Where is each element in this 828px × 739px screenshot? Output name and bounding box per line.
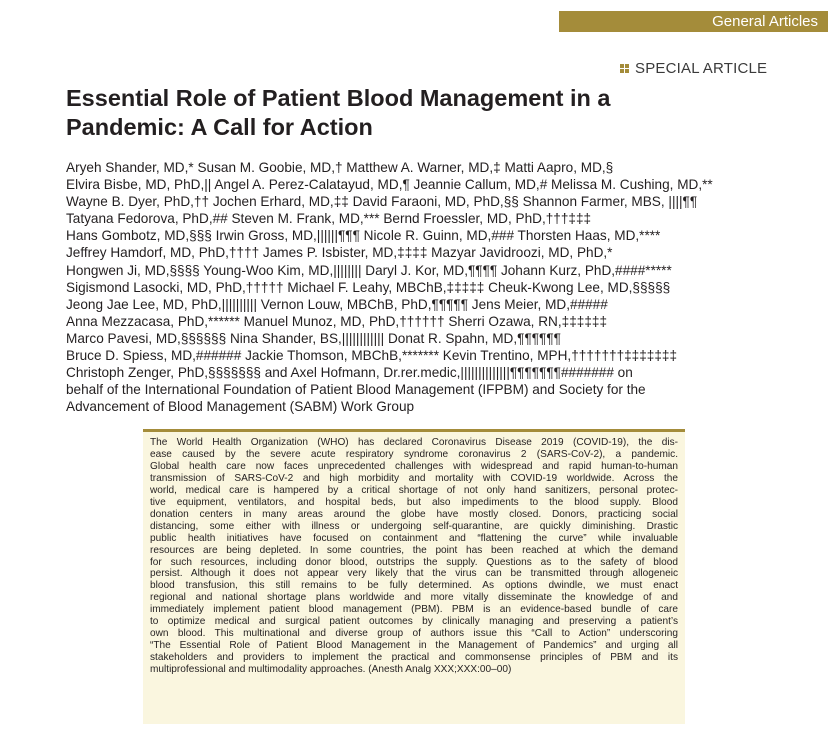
- title-line: Essential Role of Patient Blood Management in a: [66, 85, 611, 111]
- abstract-line: persist. Although it does not appear very likely that the virus can be transmitted through allogeneic: [150, 568, 678, 580]
- abstract-line: donation centers in many areas around the globe have mostly closed. Donors, practicing social: [150, 508, 678, 520]
- author-line: behalf of the International Foundation of Patient Blood Management (IFPBM) and Society for the: [66, 382, 646, 398]
- abstract-line: immediately implement patient blood management (PBM). PBM is an evidence-based bundle of care: [150, 604, 678, 616]
- abstract-line: distancing, some either with illness or undergoing self-quarantine, are quickly diminishing. Drastic: [150, 520, 678, 532]
- author-line: Christoph Zenger, PhD,§§§§§§§ and Axel Hofmann, Dr.rer.medic,||||||||||||||¶¶¶¶¶¶¶####### on: [66, 365, 633, 381]
- author-line: Wayne B. Dyer, PhD,†† Jochen Erhard, MD,‡‡ David Faraoni, MD, PhD,§§ Shannon Farmer, MBS, ||||¶¶: [66, 194, 698, 210]
- abstract-line: The World Health Organization (WHO) has declared Coronavirus Disease 2019 (COVID-19), the dis-: [150, 437, 678, 448]
- abstract-line: tive equipment, ventilators, and hospital beds, but also impediments to the blood supply. Blood: [150, 496, 678, 508]
- abstract-line: to optimize medical and surgical patient outcomes by clinically managing and preserving a patient’s: [150, 616, 678, 628]
- abstract-line-last: multiprofessional and multimodality approaches. (Anesth Analg XXX;XXX:00–00): [150, 664, 512, 676]
- article-title: [66, 84, 766, 142]
- author-line: Elvira Bisbe, MD, PhD,|| Angel A. Perez-Calatayud, MD,¶ Jeannie Callum, MD,# Melissa M. Cushing, MD,**: [66, 177, 713, 193]
- abstract-line: ease caused by the severe acute respiratory syndrome coronavirus 2 (SARS-CoV-2), a pandemic.: [150, 448, 678, 460]
- author-list: [66, 159, 796, 415]
- author-line: Sigismond Lasocki, MD, PhD,††††† Michael F. Leahy, MBChB,‡‡‡‡‡ Cheuk-Kwong Lee, MD,§§§§§: [66, 279, 671, 295]
- author-line: Marco Pavesi, MD,§§§§§§ Nina Shander, BS,|||||||||||| Donat R. Spahn, MD,¶¶¶¶¶¶: [66, 330, 561, 346]
- abstract-line: Global health care now faces unprecedented challenges with widespread and rapid human-to-human: [150, 460, 678, 472]
- title-line: Pandemic: A Call for Action: [66, 114, 373, 140]
- section-banner: General Articles: [559, 11, 828, 32]
- abstract-line: world, medical care is hampered by a critical shortage of not only hand sanitizers, personal protec-: [150, 484, 678, 496]
- abstract-line: transmission of SARS-CoV-2 and high morbidity and mortality with COVID-19 worldwide. Across the: [150, 472, 678, 484]
- abstract-line: resources are being depleted. In some countries, the point has been reached at which the demand: [150, 544, 678, 556]
- author-line: Jeffrey Hamdorf, MD, PhD,†††† James P. Isbister, MD,‡‡‡‡ Mazyar Javidroozi, MD, PhD,*: [66, 245, 613, 261]
- author-line: Hongwen Ji, MD,§§§§ Young-Woo Kim, MD,|||||||| Daryl J. Kor, MD,¶¶¶¶ Johann Kurz, PhD,####*****: [66, 262, 672, 278]
- author-line: Hans Gombotz, MD,§§§ Irwin Gross, MD,||||||¶¶¶ Nicole R. Guinn, MD,### Thorsten Haas, MD,****: [66, 228, 661, 244]
- author-line: Anna Mezzacasa, PhD,****** Manuel Munoz, MD, PhD,†††††† Sherri Ozawa, RN,‡‡‡‡‡‡: [66, 313, 608, 329]
- abstract-line: own blood. This multinational and diverse group of authors issue this “Call to Action” underscoring: [150, 628, 678, 640]
- square-grid-icon: [620, 64, 629, 73]
- author-line: Aryeh Shander, MD,* Susan M. Goobie, MD,† Matthew A. Warner, MD,‡ Matti Aapro, MD,§: [66, 160, 614, 175]
- abstract-box: [143, 429, 685, 724]
- abstract-line: stakeholders and providers to implement the practical and commonsense principles of PBM and its: [150, 652, 678, 664]
- author-line: Bruce D. Spiess, MD,###### Jackie Thomson, MBChB,******* Kevin Trentino, MPH,†††††††‡‡‡‡‡‡‡: [66, 348, 678, 364]
- article-type-label: [620, 60, 767, 77]
- abstract-line: for such resources, including donor blood, outstrips the supply. Questions as to the safety of blood: [150, 556, 678, 568]
- article-type-text: SPECIAL ARTICLE: [635, 60, 768, 77]
- author-line: Jeong Jae Lee, MD, PhD,|||||||||| Vernon Louw, MBChB, PhD,¶¶¶¶¶ Jens Meier, MD,#####: [66, 296, 608, 312]
- abstract-line: “The Essential Role of Patient Blood Management in the Management of Pandemics” and urging all: [150, 640, 678, 652]
- abstract-line: public health initiatives have focused on containment and “flattening the curve” while invaluable: [150, 532, 678, 544]
- author-line: Advancement of Blood Management (SABM) Work Group: [66, 399, 415, 415]
- abstract-line: regional and national shortage plans worldwide and more vitally disseminate the knowledge of and: [150, 592, 678, 604]
- abstract-line: blood transfusion, this still remains to be fully determined. As options dwindle, we must enact: [150, 580, 678, 592]
- author-line: Tatyana Fedorova, PhD,## Steven M. Frank, MD,*** Bernd Froessler, MD, PhD,†††‡‡‡: [66, 211, 592, 227]
